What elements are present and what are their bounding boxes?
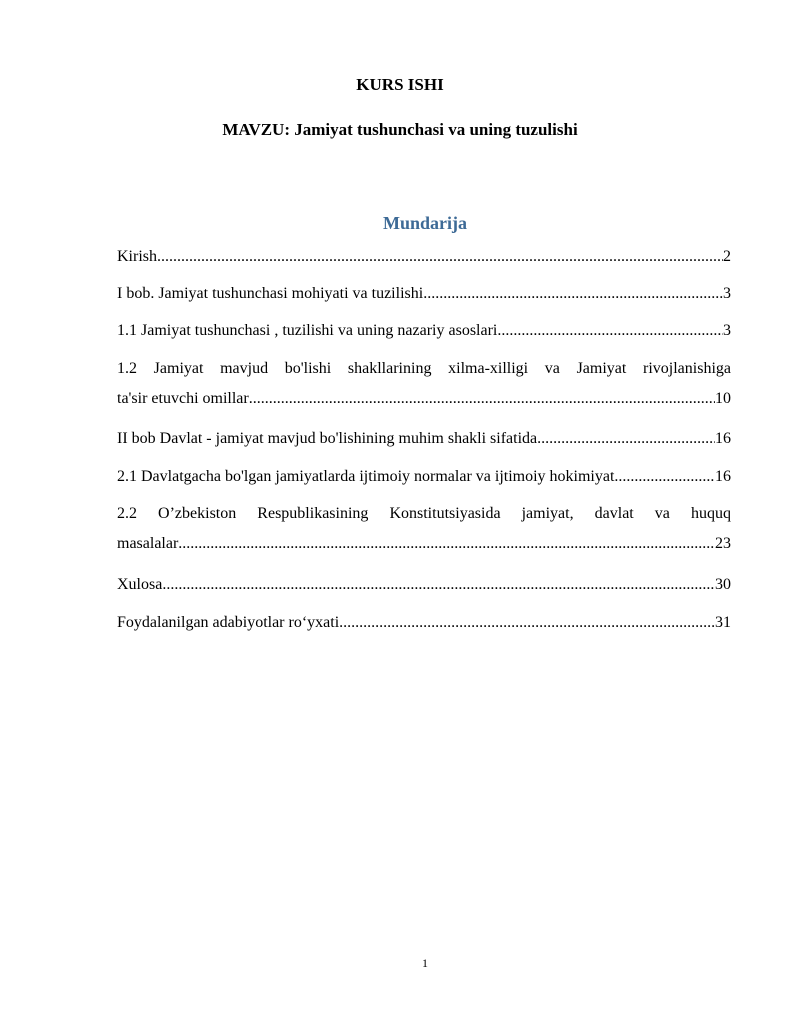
document-title: KURS ISHI bbox=[356, 75, 444, 94]
toc-entry-page: 3 bbox=[723, 322, 731, 339]
toc-entry-text: Xulosa bbox=[117, 576, 163, 593]
toc-entry-page: 16 bbox=[715, 468, 731, 485]
toc-entry-text-line2: ta'sir etuvchi omillar bbox=[117, 390, 249, 407]
toc-leader-dots bbox=[162, 573, 715, 597]
toc-leader-dots bbox=[497, 319, 723, 343]
toc-entry-page: 31 bbox=[715, 614, 731, 631]
toc-entry-text: I bob. Jamiyat tushunchasi mohiyati va tuzilishi bbox=[117, 285, 424, 302]
toc-entry-page: 16 bbox=[715, 430, 731, 447]
toc-leader-dots bbox=[423, 282, 723, 306]
toc-leader-dots bbox=[249, 387, 715, 411]
toc-heading: Mundarija bbox=[382, 213, 467, 233]
toc-entry-references[interactable] bbox=[117, 611, 731, 635]
toc-entry-page: 2 bbox=[723, 248, 731, 265]
toc-entry-text-line1: 1.2 Jamiyat mavjud bo'lishi shakllarining xilma-xilligi va Jamiyat rivojlanishiga bbox=[117, 360, 731, 377]
toc-entry-chapter-1[interactable] bbox=[117, 282, 731, 306]
toc-entry-page: 10 bbox=[715, 390, 731, 407]
toc-leader-dots bbox=[614, 465, 715, 489]
toc-entry-page: 3 bbox=[723, 285, 731, 302]
toc-leader-dots bbox=[178, 532, 715, 556]
toc-entry-text: 1.1 Jamiyat tushunchasi , tuzilishi va uning nazariy asoslari bbox=[117, 322, 498, 339]
toc-leader-dots bbox=[157, 245, 723, 269]
toc-entry-section-2-1[interactable] bbox=[117, 465, 731, 489]
toc-entry-page: 23 bbox=[715, 535, 731, 552]
toc-entry-text: 2.1 Davlatgacha bo'lgan jamiyatlarda ijtimoiy normalar va ijtimoiy hokimiyat bbox=[117, 468, 615, 485]
toc-leader-dots bbox=[339, 611, 715, 635]
toc-entry-section-1-1[interactable] bbox=[117, 319, 731, 343]
toc-entry-text: Kirish bbox=[117, 248, 157, 265]
toc-entry-section-1-2[interactable] bbox=[117, 357, 731, 411]
toc-entry-text: II bob Davlat - jamiyat mavjud bo'lishining muhim shakli sifatida bbox=[117, 430, 538, 447]
toc-entry-chapter-2[interactable] bbox=[117, 427, 731, 451]
toc-entry-text-line2: masalalar bbox=[117, 535, 179, 552]
page-number: 1 bbox=[422, 956, 428, 970]
document-subject: MAVZU: Jamiyat tushunchasi va uning tuzulishi bbox=[222, 120, 578, 139]
toc-entry-page: 30 bbox=[715, 576, 731, 593]
toc-entry-text-line1: 2.2 O’zbekiston Respublikasining Konstitutsiyasida jamiyat, davlat va huquq bbox=[117, 505, 731, 522]
toc-entry-kirish[interactable] bbox=[117, 245, 731, 269]
toc-entry-section-2-2[interactable] bbox=[117, 502, 731, 556]
toc-leader-dots bbox=[537, 427, 715, 451]
toc-entry-text: Foydalanilgan adabiyotlar ro‘yxati bbox=[117, 614, 340, 631]
toc-entry-xulosa[interactable] bbox=[117, 573, 731, 597]
